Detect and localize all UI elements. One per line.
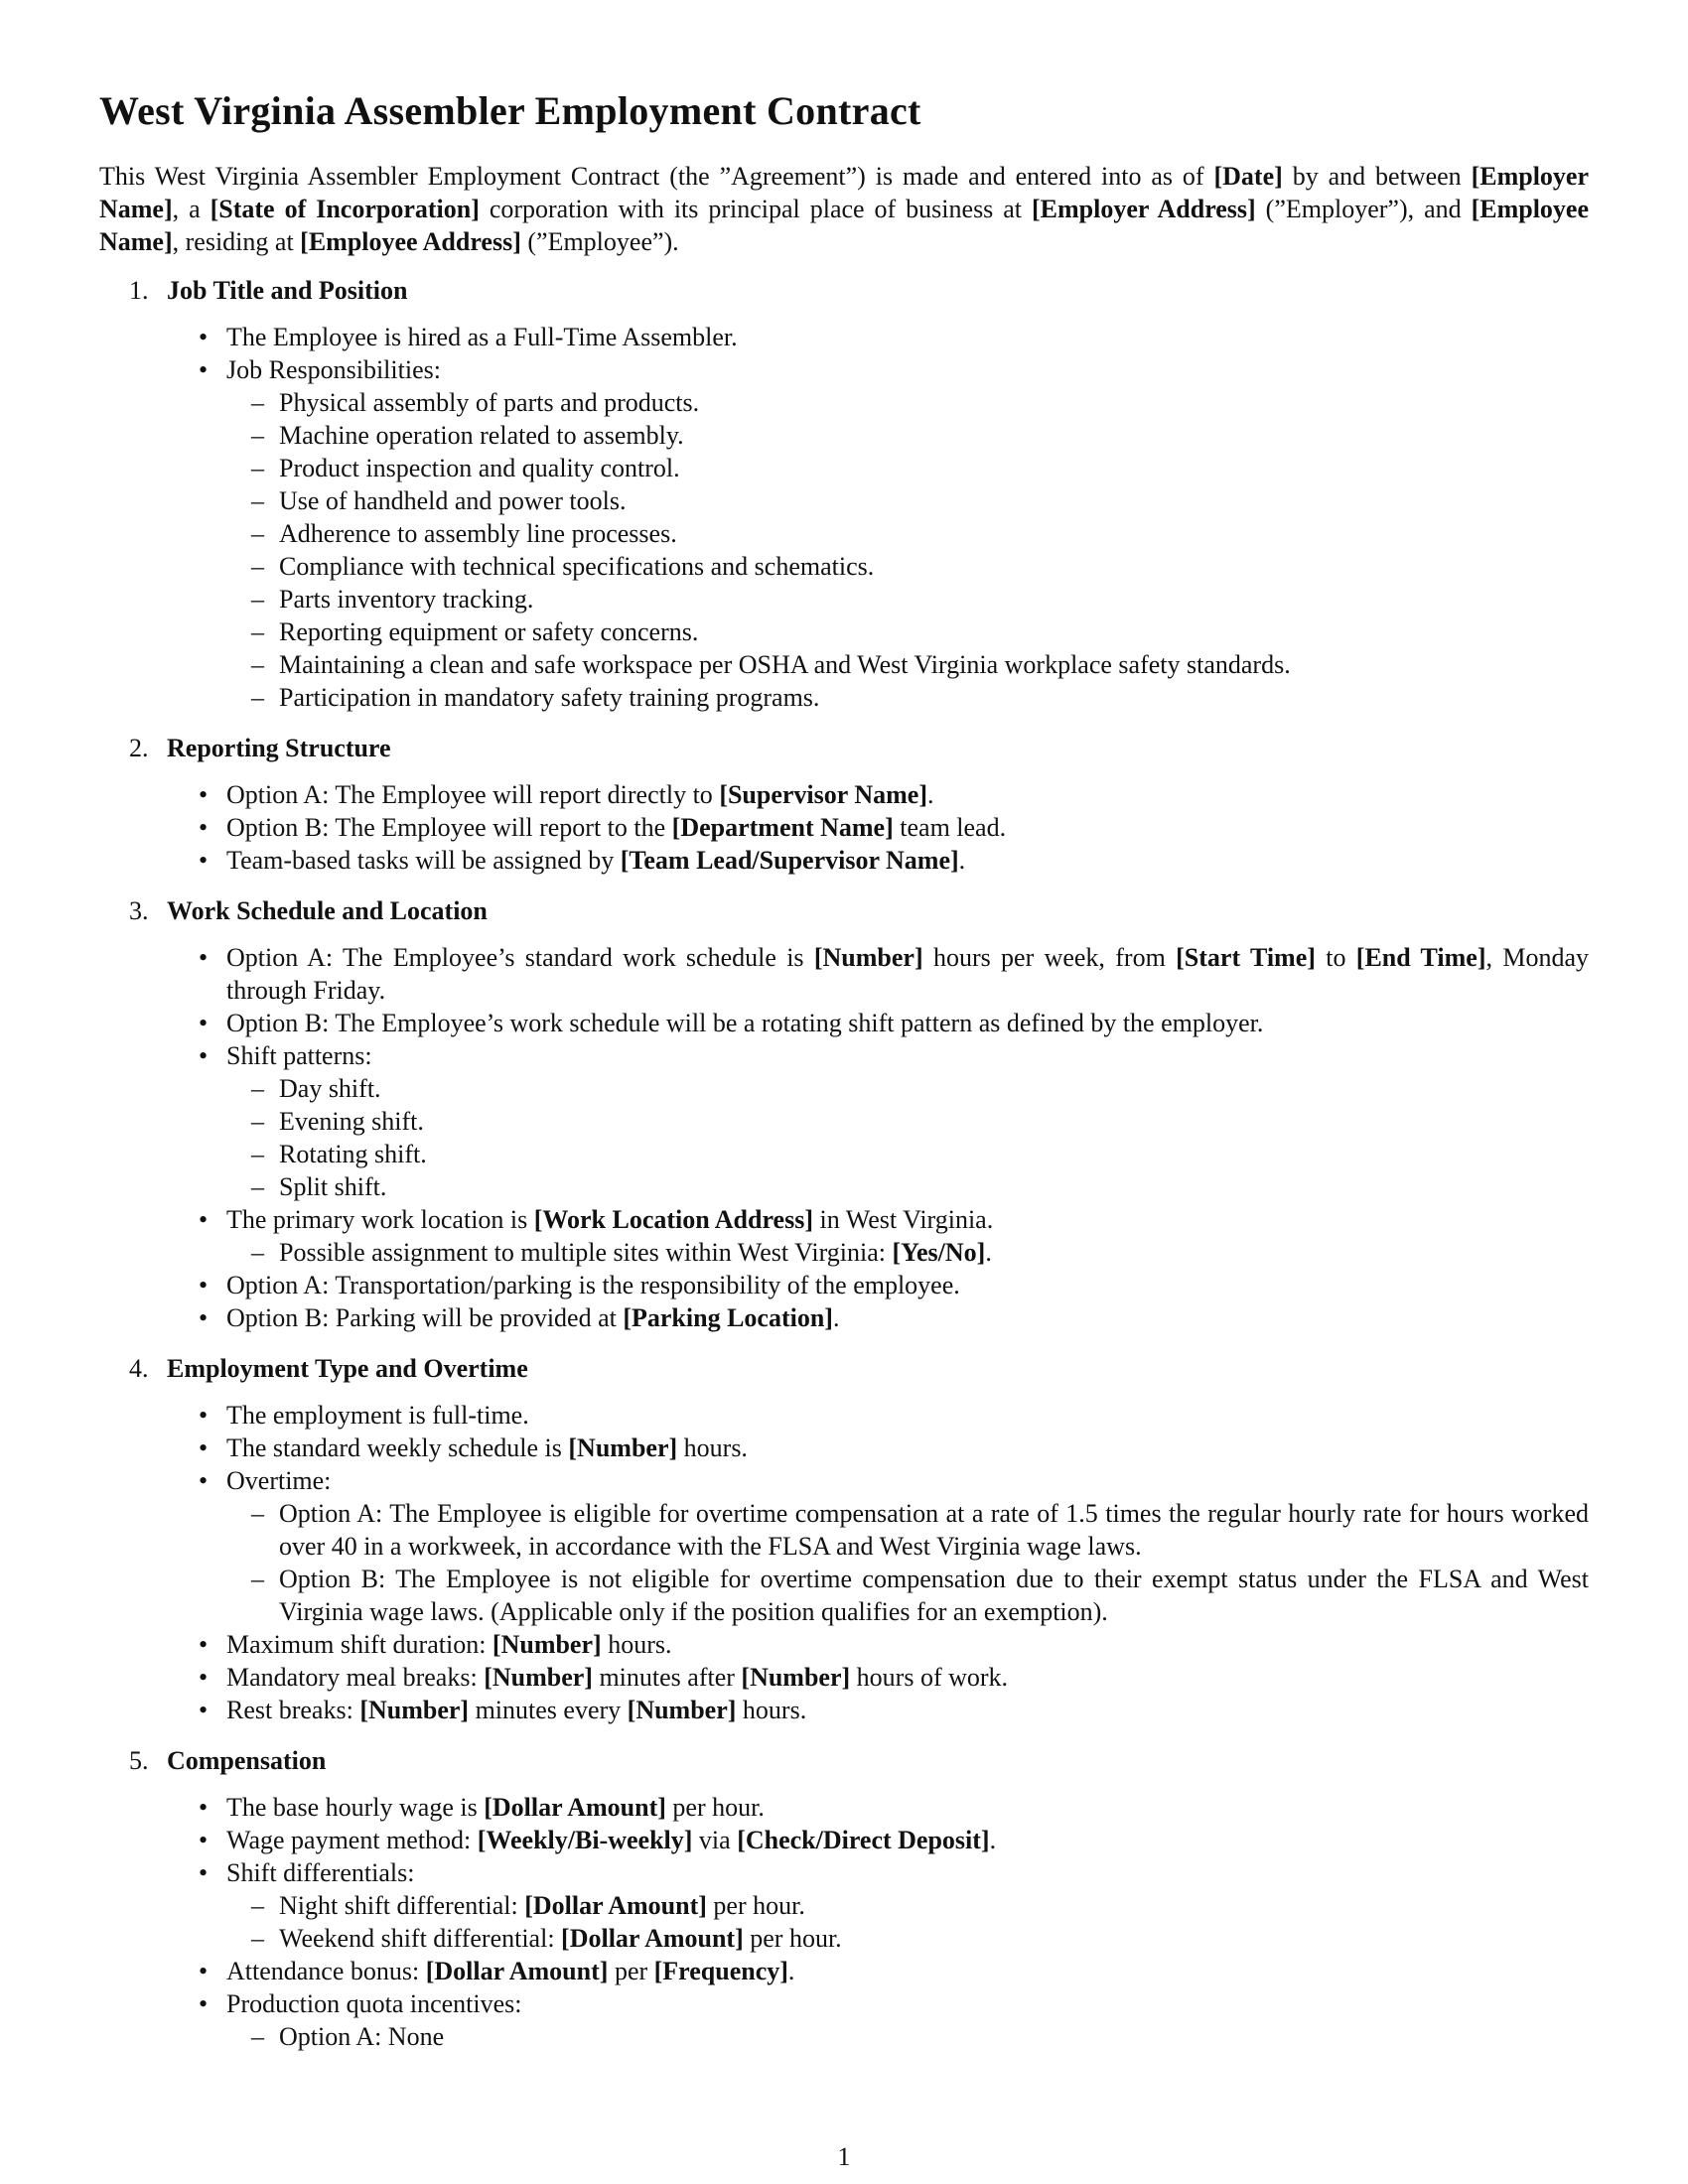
intro-paragraph <box>99 160 1589 258</box>
bullet-text <box>226 943 1589 1005</box>
text-run: Option A: Transportation/parking is the responsibility of the employee. <box>226 1271 960 1299</box>
text-run: The base hourly wage is <box>226 1793 485 1822</box>
placeholder-field: [Dollar Amount] <box>425 1957 609 1985</box>
text-run: The standard weekly schedule is <box>226 1433 569 1462</box>
bullet-item <box>226 1628 1589 1661</box>
placeholder-field: [Number] <box>484 1663 593 1692</box>
sub-item <box>279 615 1589 648</box>
section-heading <box>129 1352 1589 1385</box>
bullet-text <box>226 1663 1008 1692</box>
text-run: via <box>692 1826 738 1854</box>
bullet-text <box>226 1957 794 1985</box>
sub-list <box>226 2020 1589 2053</box>
text-run: Use of handheld and power tools. <box>279 486 627 515</box>
placeholder-field: [Start Time] <box>1176 943 1316 972</box>
sub-item <box>279 1072 1589 1105</box>
bullet-item <box>226 1432 1589 1464</box>
bullet-text <box>226 1696 806 1724</box>
section-number: 2. <box>129 734 149 762</box>
text-run: Attendance bonus: <box>226 1957 426 1985</box>
sub-item <box>279 1497 1589 1563</box>
bullet-item <box>226 1007 1589 1039</box>
text-run: Machine operation related to assembly. <box>279 421 684 450</box>
bullet-item <box>226 1464 1589 1628</box>
section-title: Work Schedule and Location <box>167 896 488 925</box>
section-heading <box>129 894 1589 927</box>
text-run: Reporting equipment or safety concerns. <box>279 617 699 646</box>
text-run: hours. <box>736 1696 807 1724</box>
text-run: in West Virginia. <box>812 1205 994 1234</box>
bullet-item <box>226 941 1589 1007</box>
bullet-text <box>226 1826 996 1854</box>
section <box>99 1744 1589 2053</box>
bullet-item <box>226 321 1589 353</box>
text-run: Option B: The Employee is not eligible for overtime compensation due to their exempt status under the FLSA and West Virginia wage laws. (Applicable only if the position qualifies for an exemption). <box>279 1565 1589 1626</box>
placeholder-field: [Check/Direct Deposit] <box>737 1826 990 1854</box>
placeholder-field: [Number] <box>813 943 923 972</box>
bullet-text <box>226 1630 671 1659</box>
text-run: , a <box>172 195 211 223</box>
sub-item <box>279 2020 1589 2053</box>
bullet-item <box>226 778 1589 811</box>
sub-list <box>226 1497 1589 1628</box>
text-run: . <box>989 1826 997 1854</box>
placeholder-field: [Date] <box>1213 162 1283 191</box>
bullet-item <box>226 1856 1589 1955</box>
text-run: (”Employer”), and <box>1255 195 1472 223</box>
sub-item <box>279 681 1589 714</box>
text-run: , Monday through Friday. <box>226 943 1589 1005</box>
section-heading <box>129 1744 1589 1777</box>
text-run: Option A: None <box>279 2022 445 2051</box>
bullet-text <box>226 813 1006 842</box>
section-number: 3. <box>129 896 149 925</box>
sub-list <box>226 1236 1589 1269</box>
text-run: Participation in mandatory safety training programs. <box>279 683 820 712</box>
text-run: Rotating shift. <box>279 1140 427 1168</box>
text-run: Wage payment method: <box>226 1826 478 1854</box>
text-run: . <box>926 780 934 809</box>
text-run: Shift differentials: <box>226 1858 415 1887</box>
placeholder-field: [Frequency] <box>653 1957 788 1985</box>
bullet-text <box>226 1989 522 2018</box>
section-title: Job Title and Position <box>167 276 408 305</box>
bullet-text <box>226 1303 839 1332</box>
placeholder-field: [End Time] <box>1355 943 1486 972</box>
bullet-list <box>99 1399 1589 1726</box>
bullet-item <box>226 1039 1589 1203</box>
text-run: Option A: The Employee will report directly to <box>226 780 720 809</box>
text-run: Mandatory meal breaks: <box>226 1663 485 1692</box>
bullet-item <box>226 1203 1589 1269</box>
section-number: 1. <box>129 276 149 305</box>
document-page <box>99 87 1589 2071</box>
section-title: Compensation <box>167 1746 327 1775</box>
placeholder-field: [Parking Location] <box>623 1303 833 1332</box>
sub-list <box>226 386 1589 714</box>
text-run: , residing at <box>172 227 301 256</box>
bullet-item <box>226 811 1589 844</box>
bullet-text <box>226 1205 993 1234</box>
section <box>99 894 1589 1334</box>
placeholder-field: [Yes/No] <box>892 1238 986 1267</box>
placeholder-field: [Weekly/Bi-weekly] <box>477 1826 693 1854</box>
bullet-item <box>226 1269 1589 1301</box>
section-title: Reporting Structure <box>167 734 391 762</box>
section <box>99 274 1589 714</box>
text-run: Option B: The Employee will report to the <box>226 813 672 842</box>
sub-item <box>279 1922 1589 1955</box>
bullet-text <box>226 1271 960 1299</box>
sub-item <box>279 386 1589 419</box>
text-run: Option A: The Employee’s standard work schedule is <box>226 943 814 972</box>
text-run: Shift patterns: <box>226 1041 372 1070</box>
placeholder-field: [Employee Address] <box>300 227 521 256</box>
bullet-text <box>226 1041 372 1070</box>
sub-item <box>279 1170 1589 1203</box>
text-run: Adherence to assembly line processes. <box>279 519 677 548</box>
bullet-item <box>226 844 1589 877</box>
text-run: Team-based tasks will be assigned by <box>226 846 621 875</box>
page-number: 1 <box>837 2142 851 2171</box>
sub-list <box>226 1072 1589 1203</box>
text-run: per hour. <box>665 1793 765 1822</box>
text-run: (”Employee”). <box>520 227 679 256</box>
bullet-item <box>226 1824 1589 1856</box>
text-run: Split shift. <box>279 1172 387 1201</box>
placeholder-field: [Team Lead/Supervisor Name] <box>620 846 959 875</box>
bullet-text <box>226 846 965 875</box>
placeholder-field: [Number] <box>741 1663 851 1692</box>
text-run: hours. <box>601 1630 672 1659</box>
placeholder-field: [Employee Name] <box>99 195 1589 256</box>
section <box>99 732 1589 877</box>
bullet-list <box>99 1791 1589 2053</box>
sub-item <box>279 648 1589 681</box>
text-run: hours. <box>677 1433 748 1462</box>
placeholder-field: [Supervisor Name] <box>719 780 927 809</box>
bullet-text <box>226 780 933 809</box>
bullet-item <box>226 353 1589 714</box>
sections-list <box>99 274 1589 2053</box>
bullet-text <box>226 1793 765 1822</box>
text-run: Maintaining a clean and safe workspace per OSHA and West Virginia workplace safety standards. <box>279 650 1291 679</box>
text-run: hours per week, from <box>922 943 1177 972</box>
text-run: Parts inventory tracking. <box>279 585 534 614</box>
bullet-text <box>226 323 738 351</box>
text-run: Compliance with technical specifications and schematics. <box>279 552 875 581</box>
section-title: Employment Type and Overtime <box>167 1354 528 1383</box>
placeholder-field: [Dollar Amount] <box>484 1793 666 1822</box>
text-run: to <box>1315 943 1356 972</box>
placeholder-field: [Number] <box>492 1630 602 1659</box>
text-run: minutes every <box>469 1696 628 1724</box>
section-number: 4. <box>129 1354 149 1383</box>
sub-list <box>226 1889 1589 1955</box>
text-run: per hour. <box>706 1891 805 1920</box>
text-run: Overtime: <box>226 1466 332 1495</box>
bullet-text <box>226 1433 748 1462</box>
text-run: minutes after <box>592 1663 742 1692</box>
placeholder-field: [Number] <box>568 1433 678 1462</box>
text-run: The primary work location is <box>226 1205 534 1234</box>
text-run: Physical assembly of parts and products. <box>279 388 700 417</box>
text-run: . <box>832 1303 840 1332</box>
text-run: hours of work. <box>850 1663 1009 1692</box>
bullet-text <box>226 1401 529 1430</box>
text-run: . <box>787 1957 795 1985</box>
section-heading <box>129 732 1589 764</box>
placeholder-field: [Number] <box>359 1696 470 1724</box>
placeholder-field: [Department Name] <box>671 813 894 842</box>
placeholder-field: [Employer Address] <box>1032 195 1256 223</box>
placeholder-field: [State of Incorporation] <box>210 195 480 223</box>
bullet-item <box>226 1661 1589 1694</box>
text-run: Day shift. <box>279 1074 381 1103</box>
sub-item <box>279 1889 1589 1922</box>
text-run: Weekend shift differential: <box>279 1924 562 1953</box>
bullet-item <box>226 1987 1589 2053</box>
text-run: Evening shift. <box>279 1107 424 1136</box>
text-run: Job Responsibilities: <box>226 355 441 384</box>
bullet-item <box>226 1301 1589 1334</box>
bullet-text <box>226 355 441 384</box>
text-run: . <box>985 1238 992 1267</box>
placeholder-field: [Work Location Address] <box>533 1205 813 1234</box>
placeholder-field: [Dollar Amount] <box>524 1891 707 1920</box>
bullet-list <box>99 778 1589 877</box>
sub-item <box>279 517 1589 550</box>
text-run: Possible assignment to multiple sites within West Virginia: <box>279 1238 893 1267</box>
sub-item <box>279 1236 1589 1269</box>
placeholder-field: [Dollar Amount] <box>561 1924 744 1953</box>
bullet-item <box>226 1955 1589 1987</box>
sub-item <box>279 550 1589 583</box>
sub-item <box>279 583 1589 615</box>
sub-item <box>279 419 1589 452</box>
section <box>99 1352 1589 1726</box>
text-run: Option A: The Employee is eligible for overtime compensation at a rate of 1.5 times the regular hourly rate for hours worked over 40 in a workweek, in accordance with the FLSA and West Virginia wage laws. <box>279 1499 1589 1561</box>
bullet-text <box>226 1009 1263 1037</box>
bullet-list <box>99 321 1589 714</box>
text-run: team lead. <box>893 813 1007 842</box>
text-run: This West Virginia Assembler Employment Contract (the ”Agreement”) is made and entered into as of <box>99 162 1214 191</box>
sub-item <box>279 452 1589 484</box>
sub-item <box>279 484 1589 517</box>
section-number: 5. <box>129 1746 149 1775</box>
text-run: The employment is full-time. <box>226 1401 529 1430</box>
text-run: The Employee is hired as a Full-Time Assembler. <box>226 323 738 351</box>
bullet-text <box>226 1466 331 1495</box>
text-run: . <box>958 846 966 875</box>
bullet-text <box>226 1858 414 1887</box>
text-run: by and between <box>1282 162 1472 191</box>
bullet-item <box>226 1791 1589 1824</box>
placeholder-field: [Number] <box>627 1696 737 1724</box>
bullet-list <box>99 941 1589 1334</box>
section-heading <box>129 274 1589 307</box>
placeholder-field: [Employer Name] <box>99 162 1589 223</box>
text-run: Rest breaks: <box>226 1696 360 1724</box>
document-title: West Virginia Assembler Employment Contract <box>99 88 921 133</box>
text-run: Night shift differential: <box>279 1891 525 1920</box>
text-run: Option B: Parking will be provided at <box>226 1303 624 1332</box>
text-run: per hour. <box>743 1924 842 1953</box>
text-run: Production quota incentives: <box>226 1989 522 2018</box>
text-run: Option B: The Employee’s work schedule will be a rotating shift pattern as defined by the employer. <box>226 1009 1264 1037</box>
bullet-item <box>226 1694 1589 1726</box>
sub-item <box>279 1105 1589 1138</box>
text-run: corporation with its principal place of business at <box>479 195 1033 223</box>
bullet-item <box>226 1399 1589 1432</box>
sub-item <box>279 1138 1589 1170</box>
text-run: Maximum shift duration: <box>226 1630 492 1659</box>
text-run: Product inspection and quality control. <box>279 454 680 482</box>
sub-item <box>279 1563 1589 1628</box>
text-run: per <box>608 1957 654 1985</box>
